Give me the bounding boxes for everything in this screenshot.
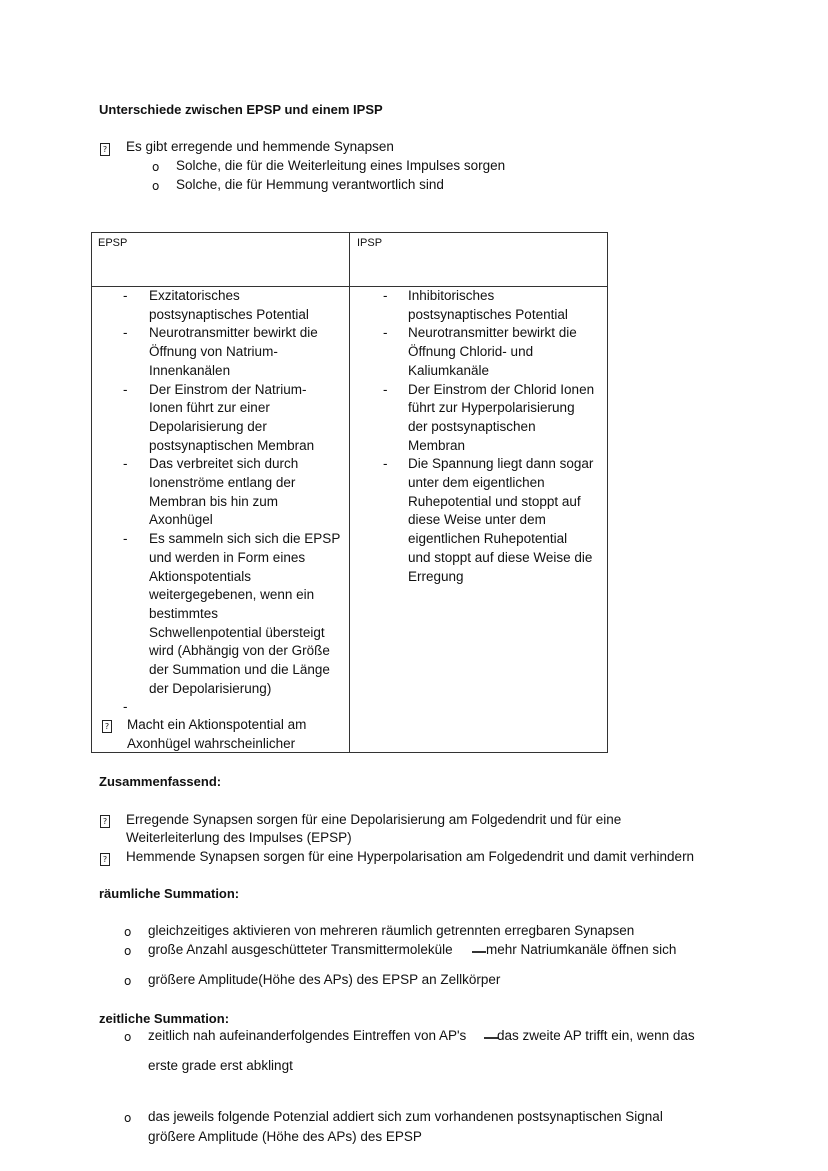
epsp-line: Öffnung von Natrium-: [149, 344, 278, 360]
epsp-line: Innenkanälen: [149, 362, 231, 378]
dash-bullet: -: [383, 456, 388, 472]
circle-bullet-icon: o: [152, 179, 160, 193]
temporal-item-2: das jeweils folgende Potenzial addiert sich zum vorhandenen postsynaptischen Signal: [148, 1109, 663, 1124]
table-header-ipsp: IPSP: [357, 237, 383, 249]
ipsp-line: führt zur Hyperpolarisierung: [408, 400, 575, 416]
ipsp-line: postsynaptisches Potential: [408, 306, 568, 322]
intro-sub-1: Solche, die für die Weiterleitung eines Impulses sorgen: [176, 158, 506, 173]
arrow-icon: [484, 1037, 498, 1039]
summary-item-1-cont: Weiterleiterlung des Impulses (EPSP): [126, 830, 352, 845]
dash-bullet: -: [123, 288, 128, 303]
ipsp-line: Ruhepotential und stoppt auf: [408, 493, 581, 509]
ipsp-line: Die Spannung liegt dann sogar: [408, 456, 594, 472]
table-divider-vertical: [349, 232, 350, 753]
epsp-line: Membran bis hin zum: [149, 493, 279, 509]
summary-heading: Zusammenfassend:: [99, 774, 222, 789]
missing-glyph-bullet-icon: [100, 853, 110, 866]
table-divider-horizontal: [91, 286, 608, 287]
circle-bullet-icon: o: [152, 160, 160, 174]
spatial-item-2-result: mehr Natriumkanäle öffnen sich: [486, 942, 677, 957]
epsp-line: bestimmtes: [149, 605, 219, 621]
circle-bullet-icon: o: [124, 1111, 132, 1125]
dash-bullet: -: [123, 531, 128, 547]
epsp-line: Exzitatorisches: [149, 288, 240, 303]
missing-glyph-bullet-icon: [102, 720, 112, 733]
dash-bullet: -: [383, 325, 388, 341]
ipsp-line: Kaliumkanäle: [408, 362, 490, 378]
ipsp-line: diese Weise unter dem: [408, 512, 546, 528]
missing-glyph-bullet-icon: [100, 143, 110, 156]
epsp-line: der Depolarisierung): [149, 680, 272, 696]
ipsp-line: eigentlichen Ruhepotential: [408, 531, 568, 547]
temporal-item-2-cont: größere Amplitude (Höhe des APs) des EPSP: [148, 1129, 422, 1144]
epsp-line: postsynaptisches Potential: [149, 306, 309, 322]
epsp-line: Aktionspotentials: [149, 568, 252, 584]
ipsp-line: der postsynaptischen: [408, 418, 536, 434]
circle-bullet-icon: o: [124, 1030, 132, 1044]
dash-bullet: -: [123, 699, 128, 715]
epsp-line: wird (Abhängig von der Größe: [149, 643, 330, 659]
epsp-line: postsynaptischen Membran: [149, 437, 315, 453]
ipsp-line: Inhibitorisches: [408, 288, 495, 303]
summary-item-1: Erregende Synapsen sorgen für eine Depolarisierung am Folgedendrit und für eine: [126, 812, 622, 827]
epsp-line: und werden in Form eines: [149, 549, 306, 565]
summary-item-2: Hemmende Synapsen sorgen für eine Hyperpolarisation am Folgedendrit und damit verhindern: [126, 849, 695, 864]
epsp-line: Ionen führt zur einer: [149, 400, 270, 416]
epsp-line: Neurotransmitter bewirkt die: [149, 325, 318, 341]
circle-bullet-icon: o: [124, 974, 132, 988]
spatial-heading: räumliche Summation:: [99, 886, 240, 901]
table-header-epsp: EPSP: [98, 237, 128, 249]
dash-bullet: -: [383, 288, 388, 303]
epsp-line: der Summation und die Länge: [149, 662, 330, 677]
ipsp-line: Öffnung Chlorid- und: [408, 344, 534, 360]
epsp-line: weitergegebenen, wenn ein: [149, 587, 315, 603]
dash-bullet: -: [383, 381, 388, 397]
temporal-item-1-result: das zweite AP trifft ein, wenn das: [497, 1028, 695, 1043]
temporal-heading: zeitliche Summation:: [99, 1011, 230, 1026]
ipsp-line: Der Einstrom der Chlorid Ionen: [408, 381, 595, 397]
epsp-line: Schwellenpotential übersteigt: [149, 624, 325, 640]
temporal-item-1: zeitlich nah aufeinanderfolgendes Eintreffen von AP's: [148, 1028, 467, 1043]
page-title: Unterschiede zwischen EPSP und einem IPSP: [99, 102, 383, 117]
epsp-extra-2: Axonhügel wahrscheinlicher: [127, 736, 296, 751]
epsp-line: Ionenströme entlang der: [149, 475, 296, 490]
epsp-line: Das verbreitet sich durch: [149, 456, 299, 472]
epsp-line: Depolarisierung der: [149, 418, 267, 434]
circle-bullet-icon: o: [124, 944, 132, 958]
intro-main: Es gibt erregende und hemmende Synapsen: [126, 139, 394, 154]
dash-bullet: -: [123, 381, 128, 397]
dash-bullet: -: [123, 456, 128, 472]
ipsp-line: Membran: [408, 437, 466, 453]
epsp-line: Axonhügel: [149, 512, 213, 528]
intro-sub-2: Solche, die für Hemmung verantwortlich sind: [176, 177, 444, 192]
arrow-icon: [472, 951, 486, 953]
ipsp-line: Neurotransmitter bewirkt die: [408, 325, 577, 341]
circle-bullet-icon: o: [124, 925, 132, 939]
epsp-extra-1: Macht ein Aktionspotential am: [127, 717, 307, 732]
epsp-line: Es sammeln sich sich die EPSP: [149, 531, 341, 547]
spatial-item-2: große Anzahl ausgeschütteter Transmittermoleküle: [148, 942, 453, 957]
epsp-line: Der Einstrom der Natrium-: [149, 381, 307, 397]
spatial-item-3: größere Amplitude(Höhe des APs) des EPSP an Zellkörper: [148, 972, 501, 987]
ipsp-line: unter dem eigentlichen: [408, 475, 545, 490]
spatial-item-1: gleichzeitiges aktivieren von mehreren räumlich getrennten erregbaren Synapsen: [148, 923, 635, 938]
temporal-item-1-cont: erste grade erst abklingt: [148, 1058, 293, 1073]
missing-glyph-bullet-icon: [100, 815, 110, 828]
ipsp-line: Erregung: [408, 568, 464, 584]
dash-bullet: -: [123, 325, 128, 341]
ipsp-line: und stoppt auf diese Weise die: [408, 549, 593, 565]
